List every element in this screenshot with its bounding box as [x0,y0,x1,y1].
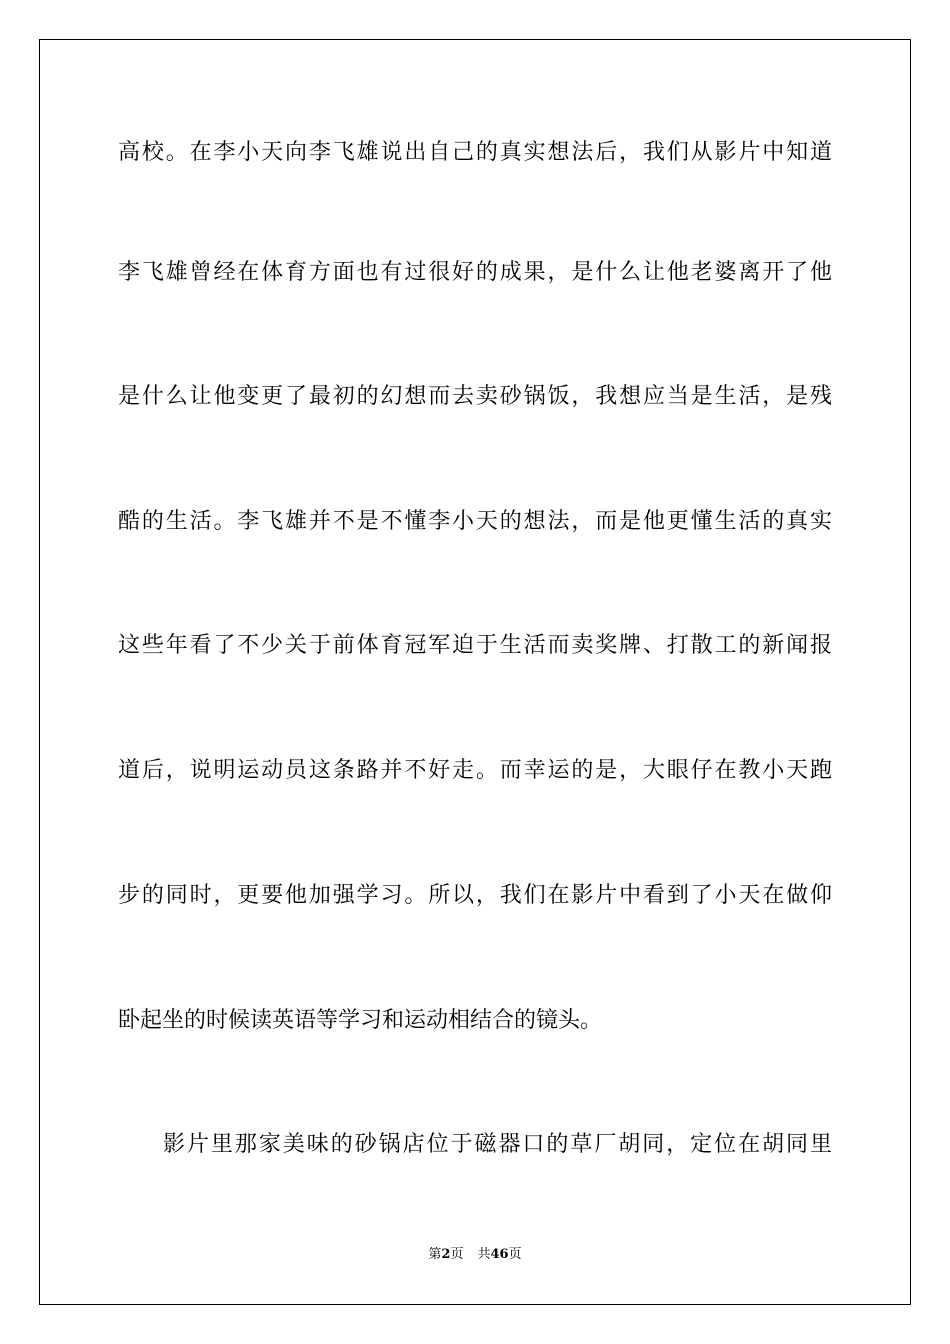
page-footer [0,1246,950,1264]
body-text-line: 酷的生活。李飞雄并不是不懂李小天的想法，而是他更懂生活的真实 [118,509,832,534]
body-text-line: 是什么让他变更了最初的幻想而去卖砂锅饭，我想应当是生活，是残 [118,384,832,409]
body-text-line: 卧起坐的时候读英语等学习和运动相结合的镜头。 [118,1008,603,1033]
paragraph-first-line: 影片里那家美味的砂锅店位于磁器口的草厂胡同，定位在胡同里 [163,1132,832,1157]
page-border [39,39,911,1305]
page-label-suffix: 页 [450,1247,464,1262]
total-label-suffix: 页 [508,1247,522,1262]
body-text-line: 这些年看了不少关于前体育冠军迫于生活而卖奖牌、打散工的新闻报 [118,633,832,658]
total-label-prefix: 共 [477,1247,491,1262]
page-number: 2 [441,1247,451,1262]
page-label-prefix: 第 [428,1247,442,1262]
body-text-line: 步的同时，更要他加强学习。所以，我们在影片中看到了小天在做仰 [118,883,832,908]
body-text-line: 李飞雄曾经在体育方面也有过很好的成果，是什么让他老婆离开了他 [118,260,832,285]
body-text-line: 高校。在李小天向李飞雄说出自己的真实想法后，我们从影片中知道 [118,140,832,165]
total-pages: 46 [490,1247,509,1262]
body-text-line: 道后，说明运动员这条路并不好走。而幸运的是，大眼仔在教小天跑 [118,758,832,783]
